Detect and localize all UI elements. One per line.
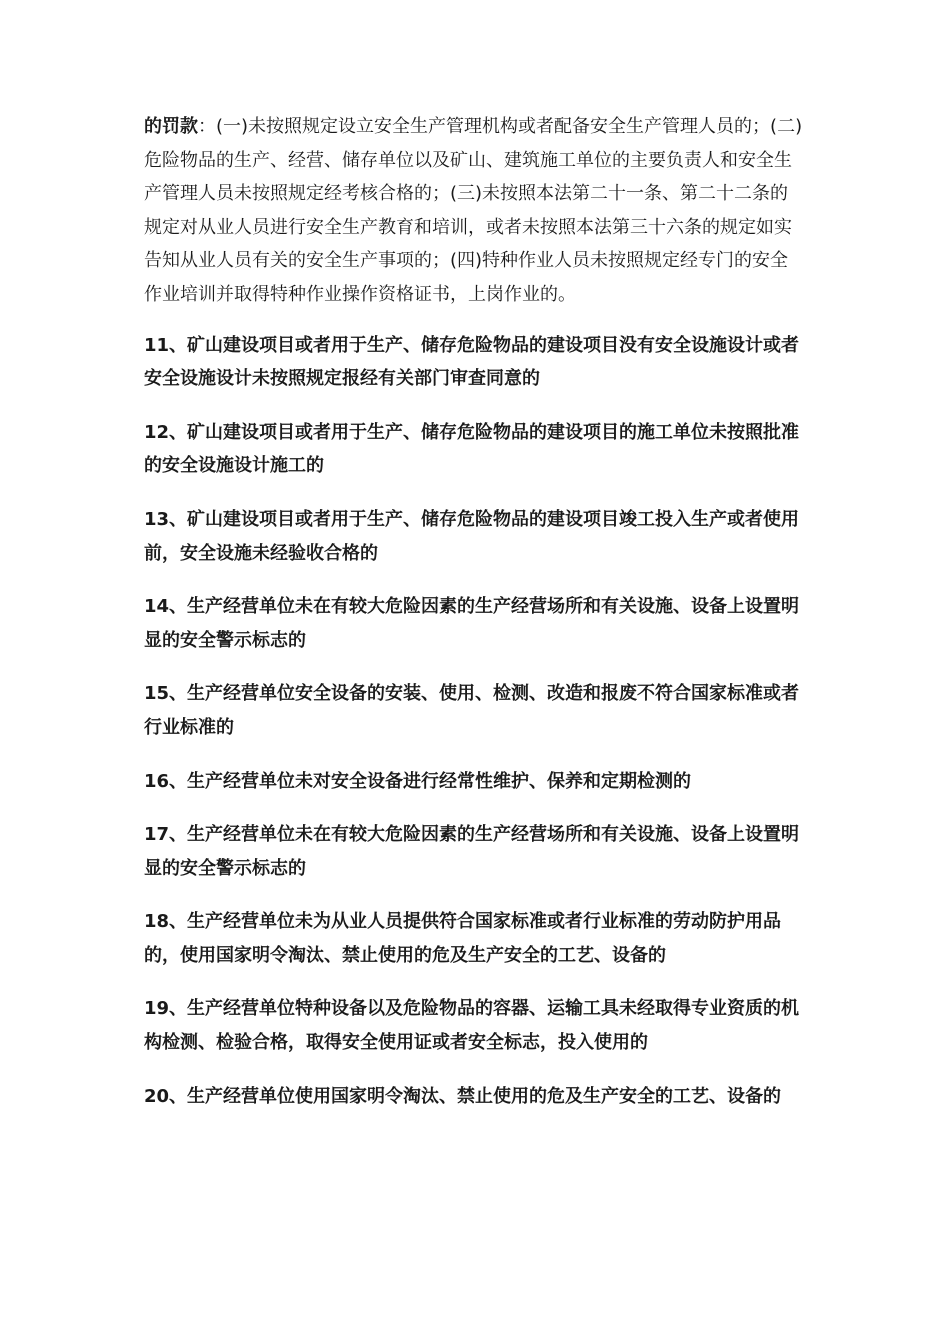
document-page [144,110,806,1133]
list-item-20: 20、生产经营单位使用国家明令淘汰、禁止使用的危及生产安全的工艺、设备的 [144,1085,782,1107]
list-item-13: 13、矿山建设项目或者用于生产、储存危险物品的建设项目竣工投入生产或者使用前，安全设施未经验收合格的 [144,508,800,564]
list-item-18: 18、生产经营单位未为从业人员提供符合国家标准或者行业标准的劳动防护用品的，使用国家明令淘汰、禁止使用的危及生产安全的工艺、设备的 [144,911,782,966]
list-item-17: 17、生产经营单位未在有较大危险因素的生产经营场所和有关设施、设备上设置明显的安全警示标志的 [144,824,800,879]
list-item-12: 12、矿山建设项目或者用于生产、储存危险物品的建设项目的施工单位未按照批准的安全设施设计施工的 [144,421,800,477]
list-item-19: 19、生产经营单位特种设备以及危险物品的容器、运输工具未经取得专业资质的机构检测、检验合格，取得安全使用证或者安全标志，投入使用的 [144,998,800,1054]
intro-text: ：(一)未按照规定设立安全生产管理机构或者配备安全生产管理人员的；(二)危险物品的生产、经营、储存单位以及矿山、建筑施工单位的主要负责人和安全生产管理人员未按照规定经考核合格的；(三)未按照本法第二十一条、第二十二条的规定对从业人员进行安全生产教育和培训，或者未按照本法第三十六条的规定如实告知从业人员有关的安全生产事项的；(四)特种作业人员未按照规定经专门的安全作业培训并取得特种作业操作资格证书，上岗作业的。 [144,116,803,305]
list-item-16: 16、生产经营单位未对安全设备进行经常性维护、保养和定期检测的 [144,770,692,792]
list-item-11: 11、矿山建设项目或者用于生产、储存危险物品的建设项目没有安全设施设计或者安全设施设计未按照规定报经有关部门审查同意的 [144,334,800,390]
intro-lead: 的罚款 [144,116,198,137]
list-item-14: 14、生产经营单位未在有较大危险因素的生产经营场所和有关设施、设备上设置明显的安全警示标志的 [144,596,800,651]
list-item-15: 15、生产经营单位安全设备的安装、使用、检测、改造和报废不符合国家标准或者行业标准的 [144,683,800,738]
intro-paragraph [144,110,806,312]
